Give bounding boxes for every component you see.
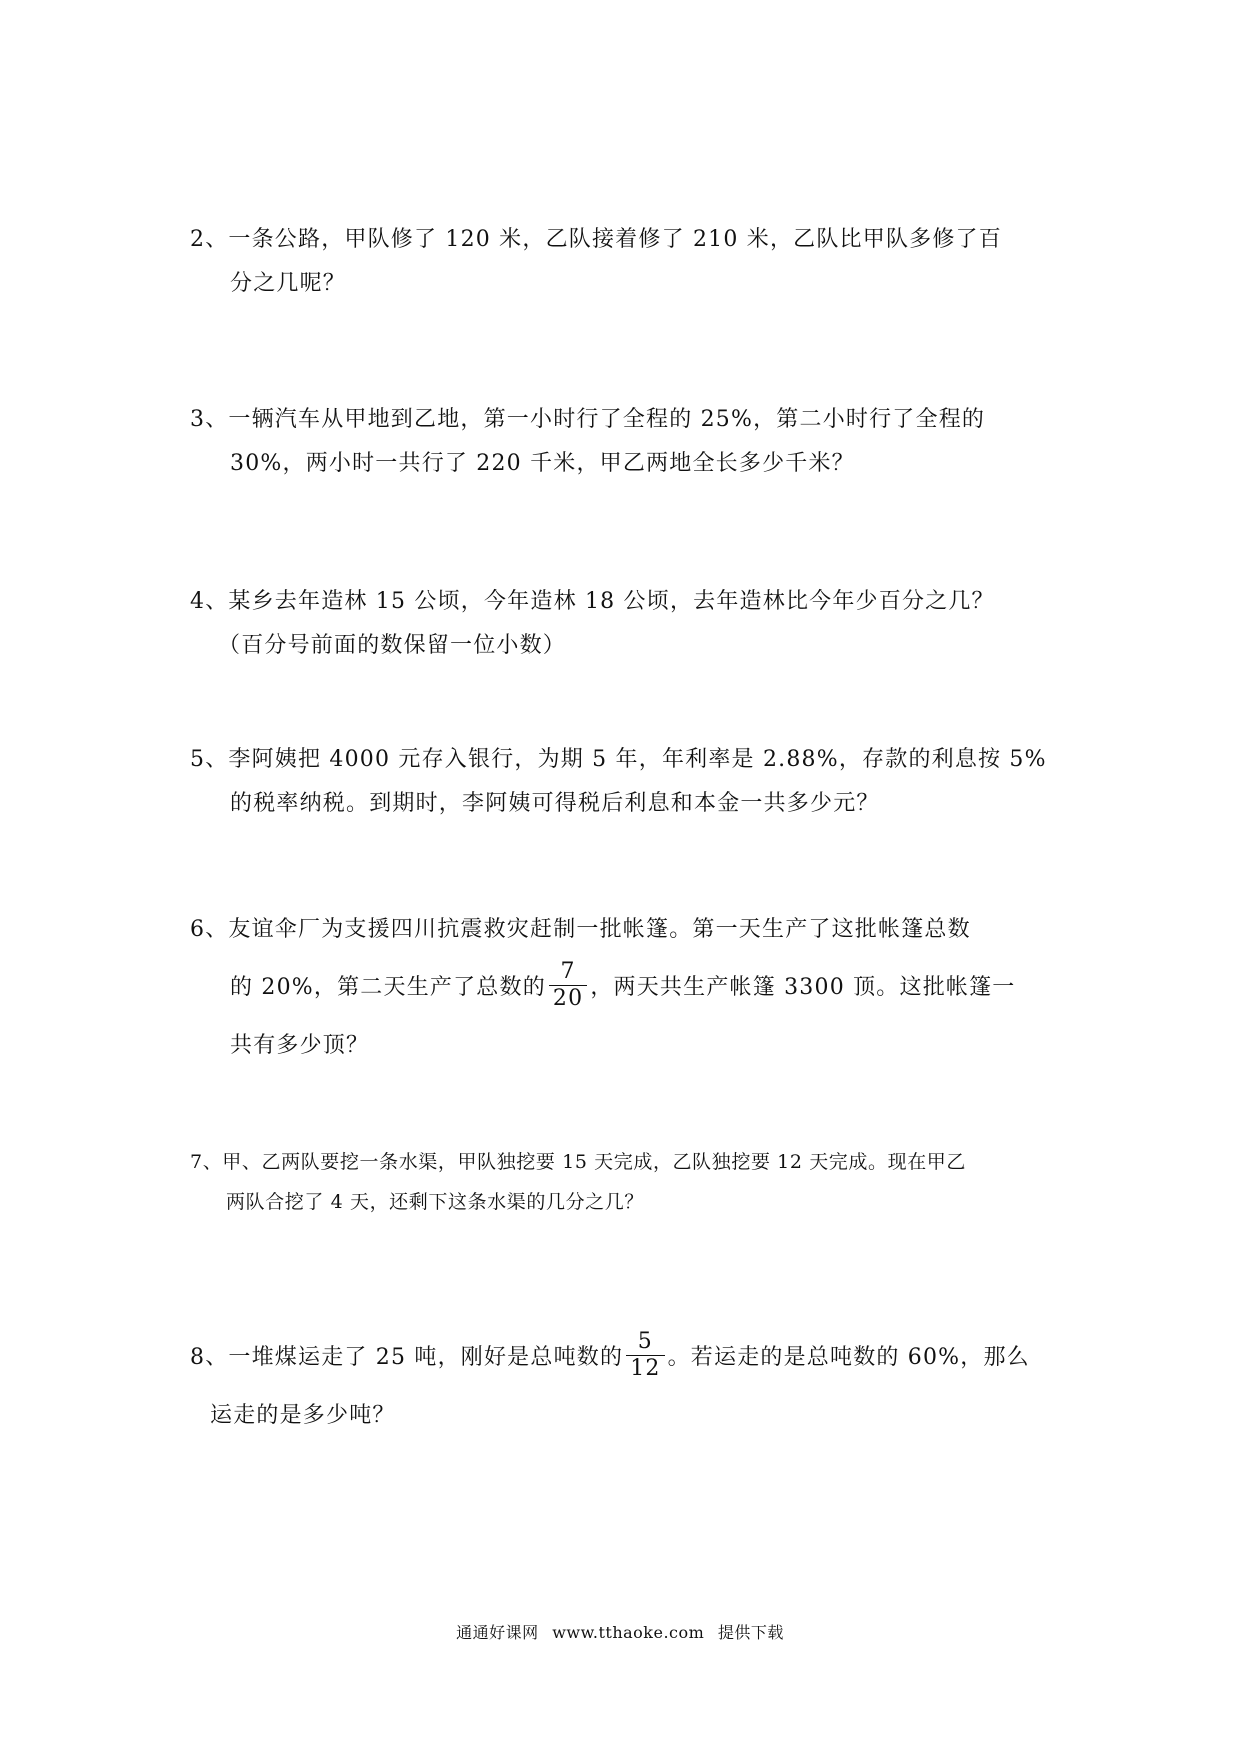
- problem-6-line-2: [190, 952, 1016, 1024]
- problem-6-line-3: 共有多少顶？: [230, 1033, 370, 1058]
- problem-8-line-1: [190, 1322, 1030, 1394]
- problem-6-line-2-pre: 的 20%，第二天生产了总数的: [230, 975, 546, 1000]
- problem-2-line-2: 分之几呢？: [230, 271, 347, 296]
- problem-3-line-2: 30%，两小时一共行了 220 千米，甲乙两地全长多少千米？: [230, 451, 855, 476]
- problem-4-line-1: 4、某乡去年造林 15 公顷，今年造林 18 公顷，去年造林比今年少百分之几？: [190, 589, 995, 614]
- problem-7: [190, 1142, 966, 1222]
- problem-3-line-1: 3、一辆汽车从甲地到乙地，第一小时行了全程的 25%，第二小时行了全程的: [190, 407, 986, 432]
- fraction-numerator: 5: [637, 1328, 653, 1354]
- problem-4: [190, 580, 995, 668]
- footer-site-name: 通通好课网: [456, 1623, 539, 1642]
- problem-8-line-1-pre: 8、一堆煤运走了 25 吨，刚好是总吨数的: [190, 1345, 624, 1370]
- problem-2: [190, 218, 1002, 306]
- fraction-7-20: [549, 959, 587, 1012]
- problem-6-line-1: 6、友谊伞厂为支援四川抗震救灾赶制一批帐篷。第一天生产了这批帐篷总数: [190, 917, 971, 942]
- fraction-denominator: 20: [552, 985, 584, 1011]
- problem-6: [190, 908, 1016, 1068]
- footer-url[interactable]: www.tthaoke.com: [552, 1623, 705, 1642]
- problem-7-line-1: 7、甲、乙两队要挖一条水渠，甲队独挖要 15 天完成，乙队独挖要 12 天完成。现在甲乙: [190, 1151, 967, 1173]
- footer-suffix: 提供下载: [717, 1623, 784, 1642]
- fraction-numerator: 7: [560, 958, 576, 984]
- fraction-5-12: [626, 1329, 664, 1382]
- problem-8: [190, 1322, 1030, 1438]
- problem-4-line-2: （百分号前面的数保留一位小数）: [218, 633, 567, 658]
- problem-5-line-1: 5、李阿姨把 4000 元存入银行，为期 5 年，年利率是 2.88%，存款的利息按 5%: [190, 747, 1047, 772]
- problem-2-line-1: 2、一条公路，甲队修了 120 米，乙队接着修了 210 米，乙队比甲队多修了百: [190, 227, 1002, 252]
- problem-3: [190, 398, 985, 486]
- problem-6-line-2-post: ，两天共生产帐篷 3300 顶。这批帐篷一: [590, 975, 1016, 1000]
- problem-5-line-2: 的税率纳税。到期时，李阿姨可得税后利息和本金一共多少元？: [230, 791, 880, 816]
- problem-8-line-1-post: 。若运走的是总吨数的 60%，那么: [667, 1345, 1030, 1370]
- problem-7-line-2: 两队合挖了 4 天，还剩下这条水渠的几分之几？: [226, 1191, 644, 1213]
- problem-5: [190, 738, 1047, 826]
- fraction-denominator: 12: [630, 1355, 661, 1381]
- problem-8-line-2: 运走的是多少吨？: [210, 1403, 396, 1428]
- footer: [0, 1620, 1240, 1643]
